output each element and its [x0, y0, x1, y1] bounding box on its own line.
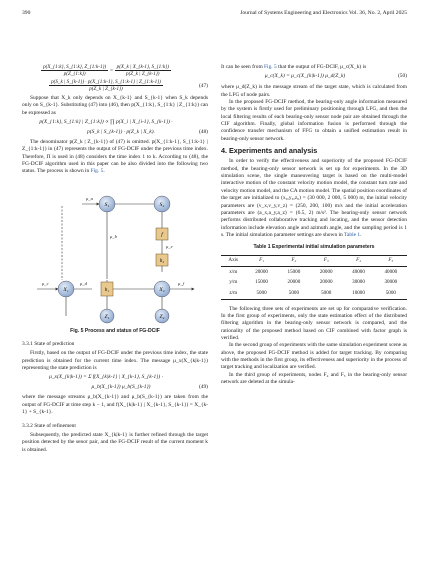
paragraph-denominator: [22, 139, 208, 176]
eq47-rhs-denominator: p(Z_k | Z_{k-1}): [126, 71, 160, 77]
table-header-cell: F₃: [323, 257, 329, 264]
eq50-text: μ_c(X_k) = μ_c(X_{k|k-1}) μ_d(Z_k): [264, 73, 346, 80]
paragraph-output: [221, 64, 407, 71]
fig5-link-right[interactable]: Fig. 5: [264, 64, 277, 70]
node-x1-label: X₁: [63, 286, 69, 293]
node-s1-label: S₁: [104, 201, 110, 208]
edge-label-mu-e: μ_e: [166, 243, 173, 249]
paragraph-experiments-end: .: [360, 231, 362, 238]
table-cell: 40000: [352, 268, 365, 275]
equation-49-line2: [22, 384, 208, 394]
table-cell: 20000: [287, 279, 301, 286]
journal-title: Journal of Systems Engineering and Electronics Vol. 36, No. 2, April 2025: [240, 10, 407, 16]
paragraph-denominator-end: .: [103, 168, 105, 175]
node-z1-label: Z₁: [104, 313, 110, 320]
right-column: [221, 64, 407, 386]
table-cell: 5000: [288, 289, 299, 296]
eq47-rhs-numerator: p(X_k | X_{k-1}, S_{1:k}): [116, 64, 169, 70]
table-cell: x/m: [229, 268, 238, 275]
eq47-lhs-denominator: p(Z_{1:k}): [63, 71, 86, 77]
table-cell: 20000: [255, 268, 268, 275]
table1-link[interactable]: Table 1: [344, 231, 361, 238]
table-cell: 10000: [352, 289, 365, 296]
figure-5: [22, 176, 208, 326]
section-4-heading: 4. Experiments and analysis: [221, 146, 318, 156]
table-row: [221, 288, 407, 299]
equation-50: [221, 73, 407, 84]
equation-49-line1: [22, 374, 208, 384]
edge-label-mu-a: μ_a: [86, 195, 93, 201]
edge-label-mu-d: μ_d: [80, 280, 87, 286]
paragraph-message-target: where μ_d(Z_k) is the message stream of the target state, which is calculated from the LFG of node pairs.: [221, 84, 407, 98]
table-cell: 15000: [287, 268, 301, 275]
factor-f-label: f: [161, 231, 163, 238]
fig5-link[interactable]: Fig. 5: [90, 168, 104, 175]
equation-number-49: (49): [198, 384, 208, 391]
table-cell: y/m: [229, 279, 238, 286]
node-s2-label: S₂: [159, 201, 165, 208]
table-cell: 5000: [256, 289, 267, 296]
eq48-line2-text: p(S_k | S_{k-1}) · p(Z_k | X_k).: [87, 129, 155, 136]
table-cell: 15000: [255, 279, 268, 286]
table-cell: 40000: [384, 268, 398, 275]
table-header-cell: F₂: [291, 257, 297, 264]
edge-label-mu-c: μ_c: [42, 280, 49, 286]
eq47-fraction-b: [115, 64, 171, 77]
table-1: [221, 255, 407, 300]
eq49-line2-text: μ_b(X_{k-1}) μ_b(S_{k-1}): [91, 384, 151, 391]
paragraph-third-group: In the third group of experiments, nodes F₄ and F₅ in the bearing-only sensor network are deleted at the simula-: [221, 371, 407, 386]
paragraph-output-end: that the output of FG-DCIF, μ_c(X_k) is: [276, 64, 367, 70]
factor-graph-diagram: [22, 176, 208, 326]
table-cell: 30000: [352, 279, 365, 286]
paragraph-experiments-setup: [221, 158, 407, 239]
paragraph-output-text: It can be seen from: [221, 64, 265, 70]
equation-number-47: (47): [198, 83, 208, 89]
table-cell: 20000: [319, 268, 333, 275]
equation-48-line1: [22, 119, 208, 129]
table-header-cell: F₁: [259, 257, 265, 264]
paragraph-refinement: Subsequently, the predicted state X_{k|k-1} is further refined through the target position detected by the senor pair, and the FG-DCIF result of the current moment k is obtained.: [22, 431, 208, 453]
node-z2-label: Z₂: [159, 313, 165, 320]
equation-48-line2: [22, 129, 208, 139]
paragraph-suppose: Suppose that X_k only depends on X_{k-1} and S_{k-1} when S_k depends only on S_{k-1}. Substituting (47) into (46), then p(X_{1:k}, S_{1:k} | Z_{1:k}) can be expressed as: [22, 95, 208, 116]
eq47-fraction-c: [49, 79, 163, 92]
paragraph-three-sets: The following three sets of experiments are set up for comparative verification. In the first group of experiments, only the state estimation effect of the distributed filtering algorithm in the bearing-only sensor network is compared, and the rationality of the proposed method based on CIF combined with factor graph is verified.: [221, 305, 407, 342]
subsection-3-3-1-heading: 3.3.1 State of prediction: [22, 341, 75, 348]
equation-number-48: (48): [198, 129, 208, 136]
table-header-cell: F₄: [356, 257, 361, 264]
table-header-row: [221, 255, 407, 267]
figure-5-caption: Fig. 5 Process and status of FG-DCIF: [70, 327, 160, 334]
paragraph-proposed-method: In the proposed FG-DCIF method, the bearing-only angle information measured by the system is firstly used for preliminary positioning through LFG, and then the local filtering results of each bearing-only sensor node pair are obtained through the CIF algorithm. Finally, global information fusion is performed through the confidence transfer mechanism of FFG to obtain a unified estimation result in bearing-only sensor network.: [221, 99, 407, 142]
table-cell: 30000: [384, 279, 398, 286]
paragraph-experiments-text: In order to verify the effectiveness and superiority of the proposed FG-DCIF method, the bearing-only sensor network is set up for experiments. In the 3D simulation scene, the single maneuvering target is based on the multi-model interactive motion of the constant velocity motion model, the constant turn rate and velocity motion model, and the CA motion model. The spatial position coordinates of the target are initialized to (x₀,y₀,z₀) = (30 000, 2 000, 5 000) m, the initial velocity parameters are (v_x,v_y,v_z) = (250, 200, 100) m/s and the initial acceleration parameters are (a_x,a_y,a_z) = (6.5, 2) m/s². The bearing-only sensor network performs distributed collaborative tracking and locating, and the sensor detection information include elevation angle and azimuth angle, and the sampling period is 1 s. The initial simulation parameter settings are shown in: [221, 158, 407, 238]
factor-h2-label: h₂: [159, 257, 165, 264]
paragraph-prediction: Firstly, based on the output of FG-DCIF under the previous time index, the state prediction is obtained for the current time index. The message μ_x(X_{k|k-1}) representing the state prediction is: [22, 350, 208, 372]
eq47-lhs-numerator: p(X_{1:k}, S_{1:k}, Z_{1:k-1}): [43, 64, 107, 70]
table-cell: 20000: [319, 279, 333, 286]
page-number: 390: [22, 10, 31, 16]
eq47-fraction-a: [41, 64, 108, 77]
table-row: [221, 267, 407, 278]
table-cell: z/m: [229, 289, 238, 296]
subsection-3-3-2-heading: 3.3.2 State of refinement: [22, 422, 76, 429]
node-x2-label: X₂: [159, 286, 165, 293]
eq47-line2-numerator: p(S_k | S_{k-1}) · p(X_{1:k-1}, S_{1:k-1} | Z_{1:k-1}): [51, 79, 161, 85]
eq49-line1-text: μ_x(X_{k|k-1}) = Σ f(X_{k|k-1} | X_{k-1}, S_{k-1}) ·: [49, 374, 163, 381]
edge-label-mu-b: μ_b: [110, 233, 117, 239]
page-header: [22, 10, 407, 20]
paragraph-denominator-text: The denominator p(Z_k | Z_{k-1}) of (47) is omitted. p(X_{1:k-1}, S_{1:k-1} | Z_{1:k-1}) in (47) represents the output of FG-DCIF under the previous time index. Therefore, Π is used in (48) considers the time index 1 to k. According to (48), the FG-DCIF algorithm used in this paper can be also divided into the following two status. The process is shown in: [22, 139, 208, 175]
table-row: [221, 278, 407, 289]
paragraph-message-streams: where the message streams μ_b(X_{k-1}) and μ_b(S_{k-1}) are taken from the output of FG-DCIF at time step k − 1, and f(X_{k|k-1} | X_{k-1}, S_{k-1}) = X_{k-1} + S_{k-1}.: [22, 394, 208, 416]
table-cell: 5000: [385, 289, 396, 296]
paragraph-second-group: In the second group of experiments with the same simulation experiment scene as above, the proposed FG-DCIF method is added for target tracking. By comparing with the methods in the first group, its effectiveness and superiority in the process of target tracking and localization are verified.: [221, 342, 407, 371]
table-cell: 5000: [321, 289, 332, 296]
left-column: [22, 64, 208, 454]
table-header-cell: F₅: [388, 257, 394, 264]
eq47-line2-denominator: p(Z_k | Z_{k-1}): [89, 86, 123, 92]
equation-47-line2: [22, 79, 208, 95]
table-1-caption: Table 1 Experimental initial simulation parameters: [253, 244, 375, 251]
eq48-line1-text: p(X_{1:k}, S_{1:k} | Z_{1:k}) ∝ ∏ p(X_i | X_{i-1}, S_{k-1}) ·: [39, 119, 173, 126]
equation-number-50: (50): [397, 73, 407, 80]
factor-h1-label: h₁: [104, 286, 110, 293]
equation-47-line1: $\frac{p(X\_\{1:k\}, S\_\{1:k\}, Z\_\{1:k-1\})}{p(Z\_\{1:k\})}$ = $\frac{p(X\_k | X\_\{k-1\}, S\_\{1:k\})}{p(Z\_k | Z\_\{k-1\})}$: [43, 64, 169, 77]
table-header-cell: Axis: [228, 257, 239, 264]
edge-label-mu-f: μ_f: [178, 280, 184, 286]
